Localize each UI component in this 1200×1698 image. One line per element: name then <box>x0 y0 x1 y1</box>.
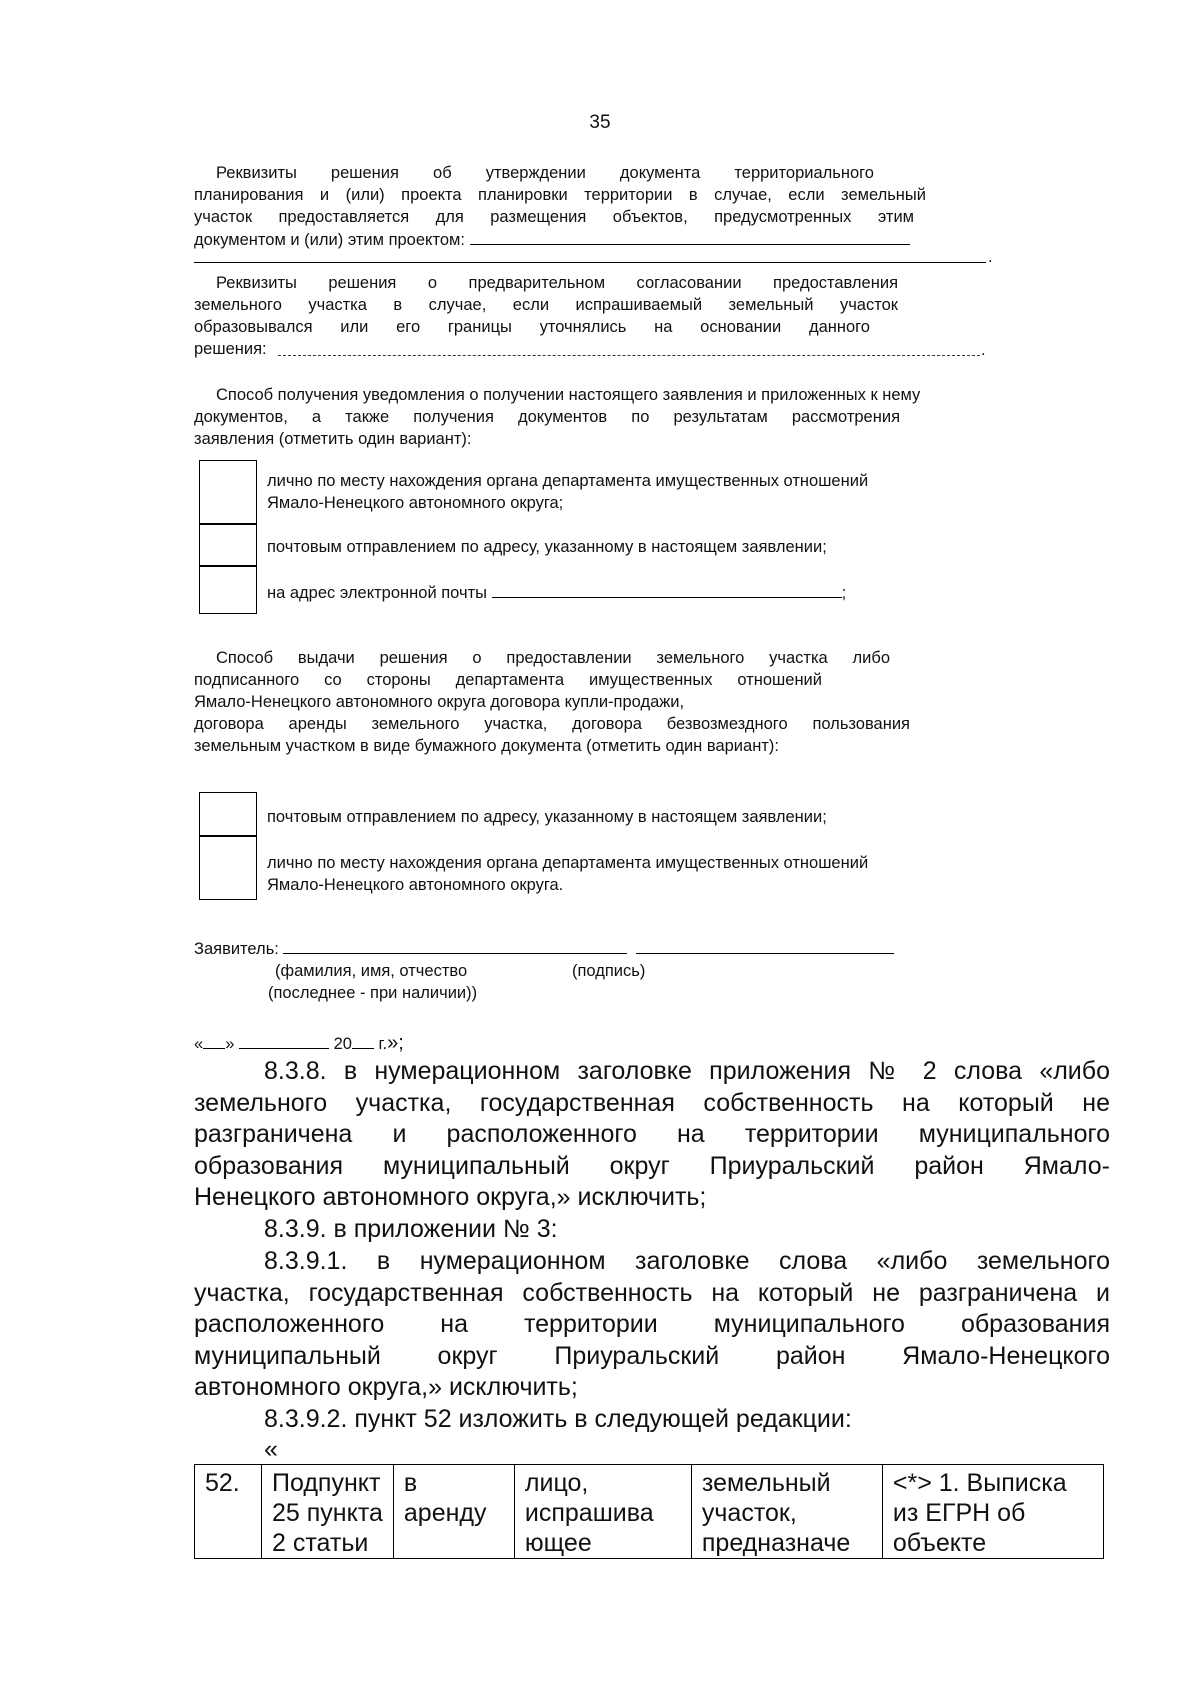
notify-option-in-person <box>267 470 868 514</box>
text-line: разграничена и расположенного на территории муниципального <box>194 1120 1110 1148</box>
table-cell-type <box>393 1465 514 1559</box>
cell-text: <*> 1. Выписка <box>892 1469 1067 1497</box>
checkbox-delivery-post[interactable] <box>199 792 257 836</box>
amendment-8-3-8 <box>194 1056 1110 1214</box>
cell-text: предназначе <box>701 1529 851 1557</box>
cell-text: земельный <box>701 1469 831 1497</box>
delivery-option-post <box>267 806 827 828</box>
cell-text: из ЕГРН об <box>892 1499 1026 1527</box>
table-cell-documents <box>882 1465 1103 1559</box>
requisites-approval-text <box>194 162 1024 250</box>
month-field[interactable] <box>239 1032 329 1049</box>
option-label: Ямало-Ненецкого автономного округа; <box>267 494 564 512</box>
cell-text: участок, <box>701 1499 797 1527</box>
open-quote: « <box>264 1435 278 1463</box>
table-cell-land-plot <box>691 1465 882 1559</box>
applicant-row <box>194 937 894 960</box>
notify-option-email <box>267 581 846 604</box>
item-52-table <box>194 1464 1104 1559</box>
text-line: 8.3.9. в приложении № 3: <box>264 1215 558 1243</box>
text-line: образования муниципальный округ Приуральский район Ямало- <box>194 1151 1110 1180</box>
signature-caption: (подпись) <box>572 962 646 980</box>
text-line: автономного округа,» исключить; <box>194 1373 578 1401</box>
notification-method-text <box>194 384 1024 450</box>
text-line: участок предоставляется для размещения объектов, предусмотренных этим <box>194 208 914 226</box>
applicant-signature-field[interactable] <box>636 937 894 954</box>
cell-text: объекте <box>892 1529 987 1557</box>
preliminary-requisites-field[interactable] <box>278 355 980 356</box>
trailing-dot: . <box>988 248 993 266</box>
text-line: документов, а также получения документов по результатам рассмотрения <box>194 408 900 426</box>
text-line: муниципальный округ Приуральский район Ямало-Ненецкого <box>194 1341 1110 1370</box>
option-label: почтовым отправлением по адресу, указанному в настоящем заявлении; <box>267 808 827 826</box>
delivery-option-in-person <box>267 852 868 896</box>
text-line: земельного участка в случае, если испрашиваемый земельный участок <box>194 296 898 314</box>
text-line: образовывался или его границы уточнялись на основании данного <box>194 318 870 336</box>
text-line: земельного участка, государственная собственность на который не <box>194 1088 1110 1117</box>
text-line: планирования и (или) проекта планировки территории в случае, если земельный <box>194 186 926 204</box>
text-line: земельным участком в виде бумажного документа (отметить один вариант): <box>194 737 779 755</box>
text-line: Реквизиты решения об утверждении документа территориального <box>216 164 874 182</box>
option-label: почтовым отправлением по адресу, указанному в настоящем заявлении; <box>267 538 827 556</box>
cell-text: ющее <box>524 1529 592 1557</box>
approval-requisites-field-line2[interactable] <box>194 262 986 263</box>
text-line: Ненецкого автономного округа,» исключить; <box>194 1183 707 1211</box>
option-label: лично по месту нахождения органа департамента имущественных отношений <box>267 854 869 872</box>
quote-open: « <box>194 1035 204 1053</box>
table-row <box>195 1465 1104 1559</box>
year-prefix: 20 <box>333 1035 352 1053</box>
text-line: документом и (или) этим проектом: <box>194 231 465 249</box>
year-suffix: г. <box>378 1035 388 1053</box>
delivery-method-text <box>194 647 1024 757</box>
text-line: 8.3.8. в нумерационном заголовке приложения № 2 слова «либо <box>264 1057 1110 1085</box>
table-cell-applicant <box>514 1465 691 1559</box>
cell-text: Подпункт <box>272 1469 381 1497</box>
quote-close: » <box>225 1035 235 1053</box>
checkbox-notify-email[interactable] <box>199 566 257 614</box>
year-field[interactable] <box>352 1032 374 1049</box>
requisites-preliminary-text <box>194 272 1024 360</box>
cell-text: 25 пункта <box>272 1499 383 1527</box>
date-row <box>194 1032 404 1055</box>
option-label: лично по месту нахождения органа департамента имущественных отношений <box>267 472 869 490</box>
cell-text: аренду <box>403 1499 487 1527</box>
text-line: заявления (отметить один вариант): <box>194 430 472 448</box>
notify-option-post <box>267 536 827 558</box>
trailing-dot: . <box>981 341 986 359</box>
semicolon: ; <box>841 584 847 602</box>
text-line: Способ выдачи решения о предоставлении земельного участка либо <box>216 649 890 667</box>
page-number: 35 <box>589 112 611 133</box>
checkbox-delivery-in-person[interactable] <box>199 836 257 900</box>
day-field[interactable] <box>203 1032 225 1049</box>
option-label: Ямало-Ненецкого автономного округа. <box>267 876 564 894</box>
text-line: расположенного на территории муниципального образования <box>194 1310 1110 1338</box>
text-line: Способ получения уведомления о получении настоящего заявления и приложенных к нему <box>216 386 921 404</box>
applicant-name-field[interactable] <box>283 937 627 954</box>
cell-text: в <box>403 1469 418 1497</box>
text-line: Реквизиты решения о предварительном согласовании предоставления <box>216 274 898 292</box>
cell-text: испрашива <box>524 1499 654 1527</box>
name-caption: (фамилия, имя, отчество <box>275 962 468 980</box>
text-line: 8.3.9.1. в нумерационном заголовке слова «либо земельного <box>264 1247 1110 1275</box>
amendment-8-3-9 <box>194 1214 1110 1246</box>
end-quote: »; <box>387 1032 404 1054</box>
checkbox-notify-post[interactable] <box>199 524 257 566</box>
cell-text: 2 статьи <box>272 1529 369 1557</box>
text-line: участка, государственная собственность на который не разграничена и <box>194 1278 1110 1307</box>
text-line: подписанного со стороны департамента имущественных отношений <box>194 671 822 689</box>
applicant-label: Заявитель: <box>194 940 279 958</box>
table-cell-legal-basis <box>262 1465 394 1559</box>
cell-text: 52. <box>205 1469 240 1497</box>
approval-requisites-field[interactable] <box>470 228 910 245</box>
name-caption-2: (последнее - при наличии)) <box>268 984 478 1002</box>
checkbox-notify-in-person[interactable] <box>199 460 257 524</box>
cell-text: лицо, <box>524 1469 589 1497</box>
text-line: Ямало-Ненецкого автономного округа договора купли-продажи, <box>194 693 685 711</box>
amendment-8-3-9-2 <box>194 1404 1110 1436</box>
table-cell-number <box>195 1465 262 1559</box>
email-field[interactable] <box>492 581 842 598</box>
text-line: 8.3.9.2. пункт 52 изложить в следующей редакции: <box>264 1405 852 1433</box>
amendment-8-3-9-1 <box>194 1246 1110 1404</box>
option-label: на адрес электронной почты <box>267 584 488 602</box>
text-line: договора аренды земельного участка, договора безвозмездного пользования <box>194 715 910 733</box>
text-line: решения: <box>194 340 267 358</box>
